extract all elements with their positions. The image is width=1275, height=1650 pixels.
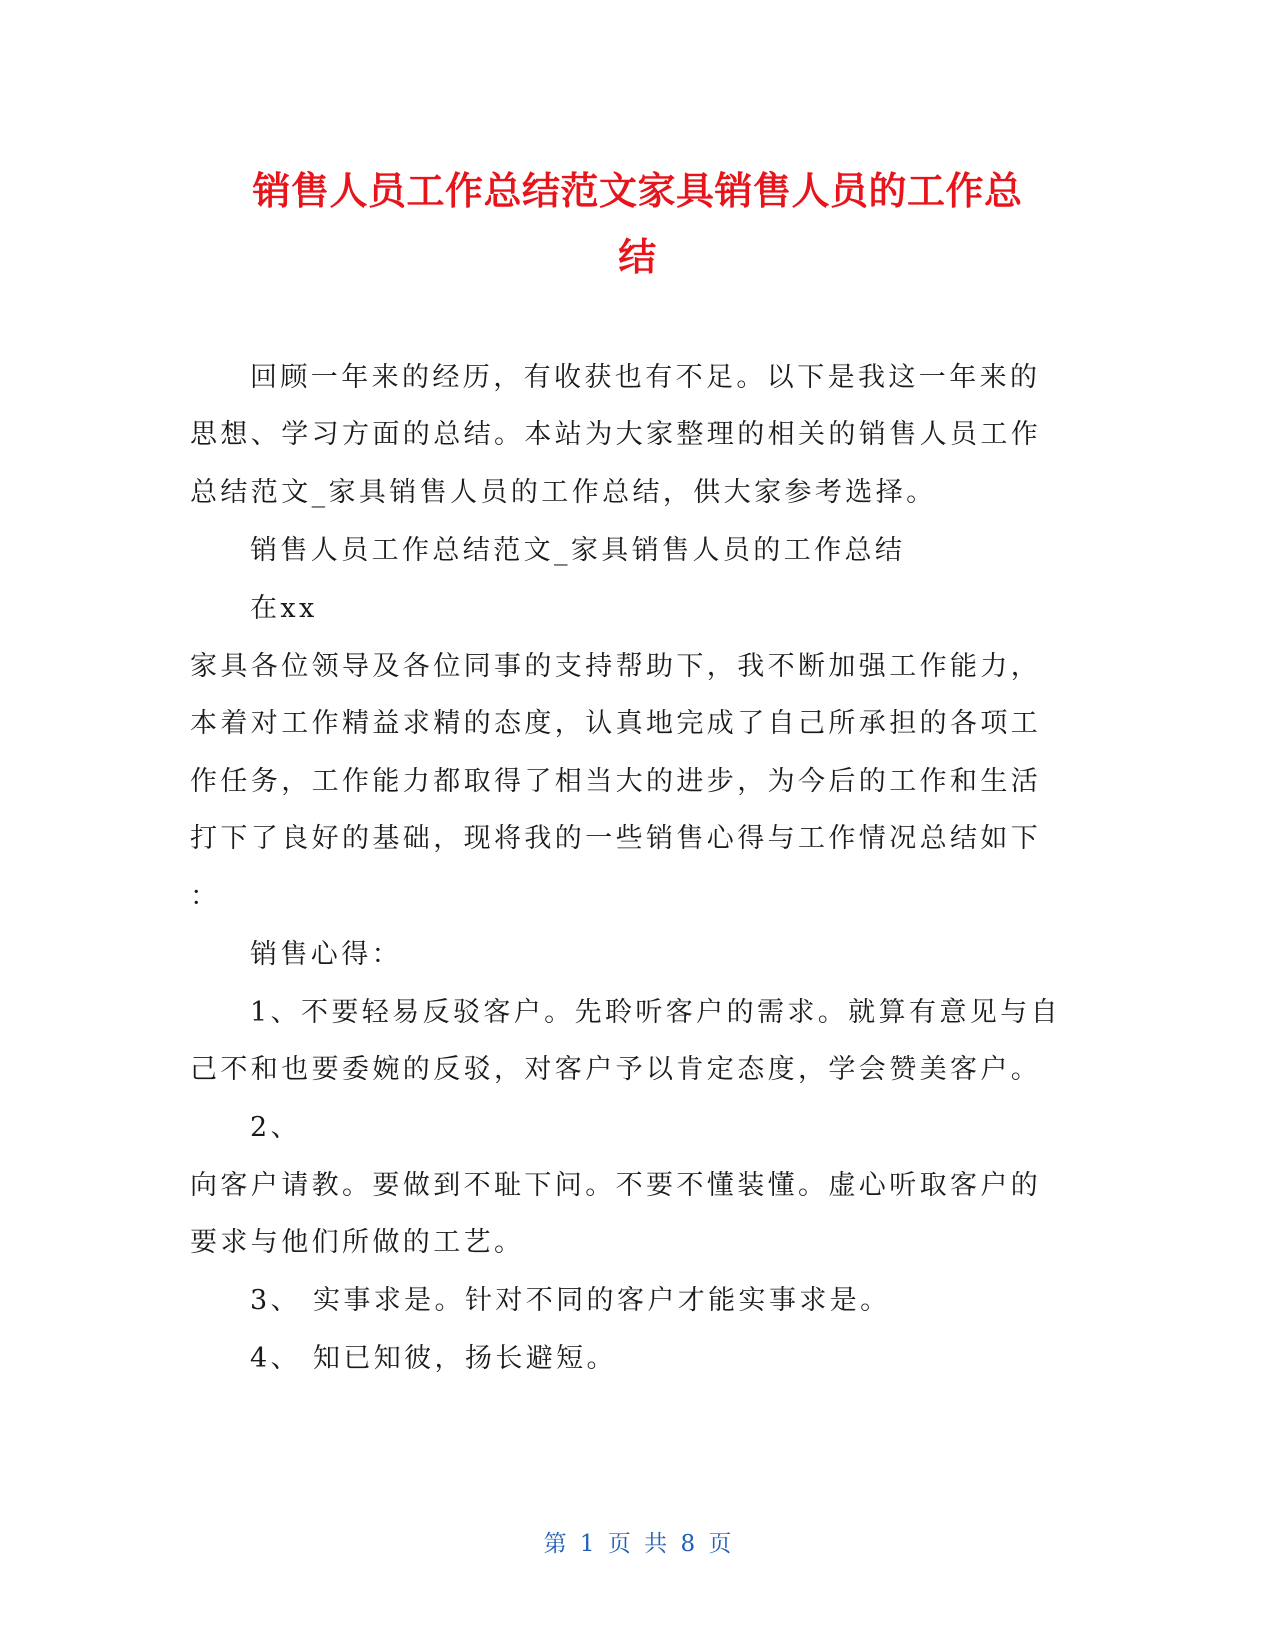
section-heading-line: 销售心得： (250, 939, 402, 970)
page-footer (0, 1529, 1275, 1559)
list-item-line: 3、 实事求是。针对不同的客户才能实事求是。 (250, 1285, 891, 1316)
footer-current-page: 1 (579, 1531, 595, 1557)
paragraph-line: 在xx (250, 593, 318, 624)
document-title-line-1: 销售人员工作总结范文家具销售人员的工作总 (252, 169, 1023, 213)
list-item-line: 2、 (250, 1112, 301, 1143)
list-item-line: 4、 知已知彼，扬长避短。 (250, 1343, 617, 1374)
section-heading-line: 销售人员工作总结范文_家具销售人员的工作总结 (250, 535, 906, 566)
list-item-line: 要求与他们所做的工艺。 (190, 1227, 525, 1258)
paragraph-line: 本着对工作精益求精的态度，认真地完成了自己所承担的各项工 (190, 708, 1042, 739)
list-item-line: 己不和也要委婉的反驳，对客户予以肯定态度，学会赞美客户。 (190, 1054, 1042, 1085)
document-title-line-2: 结 (618, 235, 657, 279)
footer-page-label: 第 (543, 1531, 567, 1557)
footer-total-unit: 页 (708, 1531, 732, 1557)
list-item-line: 向客户请教。要做到不耻下问。不要不懂装懂。虚心听取客户的 (190, 1170, 1042, 1201)
paragraph-line: 思想、学习方面的总结。本站为大家整理的相关的销售人员工作 (190, 419, 1042, 450)
paragraph-line: 作任务，工作能力都取得了相当大的进步，为今后的工作和生活 (190, 766, 1042, 797)
footer-total-label: 共 (644, 1531, 668, 1557)
paragraph-line: ： (190, 881, 221, 912)
paragraph-line: 打下了良好的基础，现将我的一些销售心得与工作情况总结如下 (190, 823, 1042, 854)
footer-total-pages: 8 (680, 1531, 696, 1557)
footer-page-unit: 页 (607, 1531, 631, 1557)
list-item-line: 1、不要轻易反驳客户。先聆听客户的需求。就算有意见与自 (250, 997, 1061, 1028)
paragraph-line: 家具各位领导及各位同事的支持帮助下，我不断加强工作能力， (190, 651, 1042, 682)
paragraph-line: 回顾一年来的经历，有收获也有不足。以下是我这一年来的 (250, 362, 1041, 393)
document-title (150, 158, 1125, 290)
paragraph-line: 总结范文_家具销售人员的工作总结，供大家参考选择。 (190, 477, 937, 508)
